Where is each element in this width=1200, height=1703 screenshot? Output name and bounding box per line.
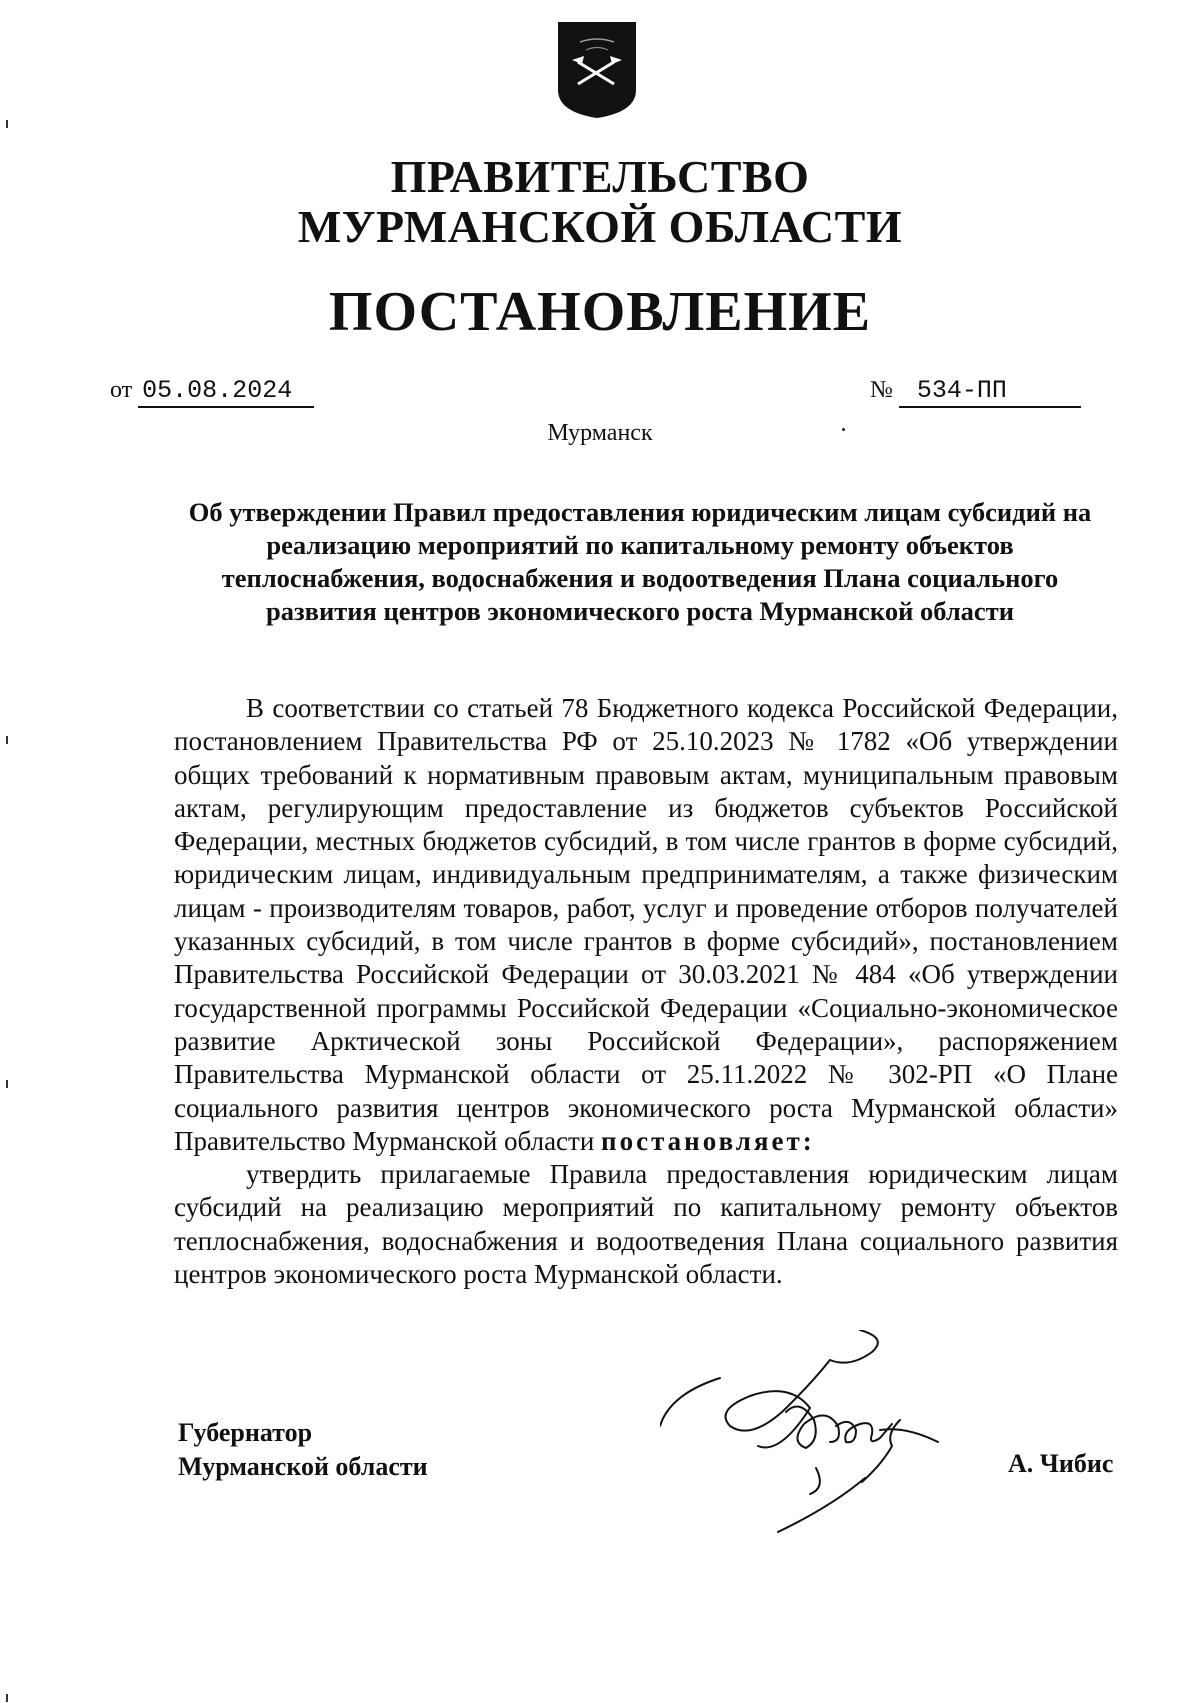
organization-line-2: МУРМАНСКОЙ ОБЛАСТИ (297, 201, 903, 252)
preamble-paragraph (174, 692, 1118, 1158)
date-prefix: от (110, 377, 133, 403)
signatory-title-line-2: Мурманской области (178, 1452, 428, 1481)
document-type: ПОСТАНОВЛЕНИЕ (328, 281, 872, 343)
document-subject: Об утверждении Правил предоставления юридическим лицам субсидий на реализацию мероприятий по капитальному ремонту объектов теплоснабжения, водоснабжения и водоотведения Плана социального развития центров экономического роста Мурманской области (188, 497, 1092, 626)
handwritten-signature (660, 1330, 990, 1552)
scan-margin-mark (6, 736, 8, 744)
document-number (870, 376, 1081, 408)
number-value: 534-ПП (899, 376, 1081, 408)
resolution-paragraph: утвердить прилагаемые Правила предоставления юридическим лицам субсидий на реализацию мероприятий по капитальному ремонту объектов теплоснабжения, водоснабжения и водоотведения Плана социального развития центров экономического роста Мурманской области. (174, 1159, 1118, 1290)
city-name: Мурманск (547, 420, 653, 446)
organization-line-1: ПРАВИТЕЛЬСТВО (390, 151, 810, 202)
document-body (174, 692, 1118, 1291)
coat-of-arms-icon (556, 20, 638, 120)
scan-speck (842, 428, 845, 431)
scan-margin-mark (6, 120, 8, 128)
signatory-name: А. Чибис (1008, 1449, 1114, 1478)
signatory-title (178, 1416, 428, 1484)
organization-name (0, 152, 1200, 252)
document-date (110, 376, 314, 408)
resolve-word: постановляет: (601, 1125, 815, 1156)
date-value: 05.08.2024 (138, 376, 314, 408)
preamble-text: В соответствии со статьей 78 Бюджетного кодекса Российской Федерации, постановлением Правительства РФ от 25.10.2023 № 1782 «Об утверждении общих требований к нормативным правовым актам, муниципальным правовым актам, регулирующим предоставление из бюджетов субъектов Российской Федерации, местных бюджетов субсидий, в том числе грантов в форме субсидий, юридическим лицам, индивидуальным предпринимателям, а также физическим лицам - производителям товаров, работ, услуг и проведение отборов получателей указанных субсидий, в том числе грантов в форме субсидий», постановлением Правительства Российской Федерации от 30.03.2021 № 484 «Об утверждении государственной программы Российской Федерации «Социально-экономическое развитие Арктической зоны Российской Федерации», распоряжением Правительства Мурманской области от 25.11.2022 № 302-РП «О Плане социального развития центров экономического роста Мурманской области» Правительство Мурманской области (174, 693, 1118, 1156)
scan-margin-mark (6, 1080, 8, 1088)
number-prefix: № (870, 377, 893, 403)
scan-margin-mark (6, 1694, 8, 1702)
signatory-title-line-1: Губернатор (178, 1418, 313, 1447)
